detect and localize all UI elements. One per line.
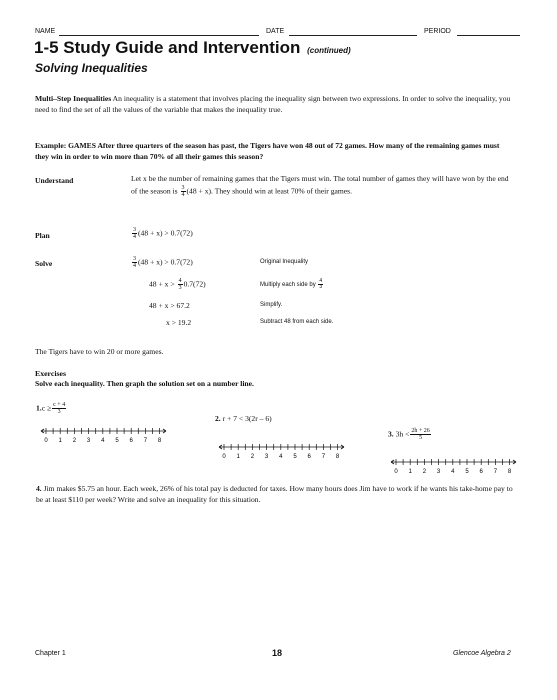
number-line-label: 7 [493, 469, 498, 475]
exercise-4-text: Jim makes $5.75 an hour. Each week, 26% of his total pay is deducted for taxes. How many hours does Jim have to work if he wants his take-home pay to be at least $110 per week? Write and solve an inequality for this situation. [36, 484, 513, 504]
footer-page-number: 18 [272, 648, 283, 658]
solve-step2-note: Multiply each side by $\frac{4}{3}$ [260, 278, 323, 290]
solve-step1-expression: $\frac{3}{4}$ (48 + x) > 0.7(72) [133, 256, 193, 269]
understand-fraction: $\frac{3}{4}$ [181, 185, 185, 198]
number-line-label: 6 [129, 438, 133, 444]
name-blank [59, 35, 259, 36]
footer-chapter: Chapter 1 [35, 650, 66, 657]
number-line-svg [40, 424, 168, 448]
number-line-label: 8 [507, 469, 512, 475]
date-label: DATE [266, 28, 285, 35]
number-line-label: 7 [143, 438, 148, 444]
understand-text-part2: (48 + x). They should win at least 70% of their games. [186, 186, 352, 196]
number-line-label: 6 [479, 469, 483, 475]
exercise-4 [36, 484, 514, 505]
solve-step2-expression: 48 + x > $\frac{4}{3}$ 0.7(72) [149, 278, 206, 291]
period-blank [457, 35, 520, 36]
number-line-1[interactable] [40, 424, 168, 448]
example-paragraph [35, 141, 513, 162]
number-line-label: 3 [86, 438, 91, 444]
number-line-label: 7 [321, 454, 326, 460]
number-line-label: 8 [157, 438, 162, 444]
solve-step3-note: Simplify. [260, 302, 283, 308]
exercise-3: 3. 3h < $\frac{2h + 26}{5}$ [388, 428, 430, 441]
understand-label: Understand [35, 176, 74, 185]
number-line-svg [390, 455, 518, 479]
number-line-label: 4 [451, 469, 455, 475]
footer-book-title: Glencoe Algebra 2 [453, 650, 511, 657]
number-line-label: 2 [422, 469, 427, 475]
number-line-label: 0 [222, 454, 226, 460]
exercise-2: 2. r + 7 < 3(2r – 6) [215, 414, 272, 423]
number-line-label: 2 [72, 438, 77, 444]
number-line-2[interactable] [218, 440, 346, 464]
exercise-1: 1.c ≥ $\frac{c + 4}{3}$ [36, 402, 66, 415]
example-text: GAMES After three quarters of the season has past, the Tigers have won 48 out of 72 games. How many of the remaining games must they win in order to win more than 70% of all their games this season? [35, 141, 500, 161]
number-line-label: 5 [115, 438, 119, 444]
intro-heading: Multi–Step Inequalities [35, 94, 112, 103]
page-title [34, 38, 351, 58]
number-line-label: 1 [236, 454, 240, 460]
number-line-label: 8 [335, 454, 340, 460]
example-conclusion: The Tigers have to win 20 or more games. [35, 347, 164, 356]
solve-step3-expression: 48 + x > 67.2 [149, 301, 190, 310]
exercises-heading: Exercises [35, 369, 67, 378]
period-label: PERIOD [424, 28, 451, 35]
example-label: Example: [35, 141, 67, 150]
plan-expression: $\frac{3}{4}$ (48 + x) > 0.7(72) [133, 227, 193, 240]
number-line-3[interactable] [390, 455, 518, 479]
solve-step1-note: Original Inequality [260, 259, 309, 265]
exercises-instruction: Solve each inequality. Then graph the solution set on a number line. [35, 379, 254, 388]
understand-text [131, 173, 511, 198]
solve-step4-expression: x > 19.2 [166, 318, 192, 327]
page-subtitle: Solving Inequalities [35, 61, 148, 75]
number-line-label: 5 [465, 469, 469, 475]
number-line-label: 4 [279, 454, 283, 460]
number-line-label: 5 [293, 454, 297, 460]
number-line-label: 2 [250, 454, 255, 460]
number-line-label: 0 [394, 469, 398, 475]
number-line-label: 3 [264, 454, 269, 460]
number-line-label: 4 [101, 438, 105, 444]
intro-text: An inequality is a statement that involves placing the inequality sign between two expressions. In order to solve the inequality, you need to find the set of all the values of the variable that makes the inequality true. [35, 94, 511, 114]
title-text: 1-5 Study Guide and Intervention [34, 38, 301, 57]
solve-label: Solve [35, 259, 53, 268]
understand-text-part1: Let x be the number of remaining games that the Tigers must win. The total number of games they will have won by the end of the season is [131, 174, 509, 196]
number-line-label: 1 [58, 438, 62, 444]
solve-step4-note: Subtract 48 from each side. [260, 319, 334, 325]
continued-label: (continued) [307, 46, 351, 55]
intro-paragraph [35, 94, 515, 115]
number-line-label: 0 [44, 438, 48, 444]
number-line-label: 6 [307, 454, 311, 460]
plan-label: Plan [35, 231, 50, 240]
date-blank [289, 35, 417, 36]
name-label: NAME [35, 28, 56, 35]
number-line-svg [218, 440, 346, 464]
number-line-label: 3 [436, 469, 441, 475]
exercise-4-number: 4. [36, 484, 42, 493]
number-line-label: 1 [408, 469, 412, 475]
